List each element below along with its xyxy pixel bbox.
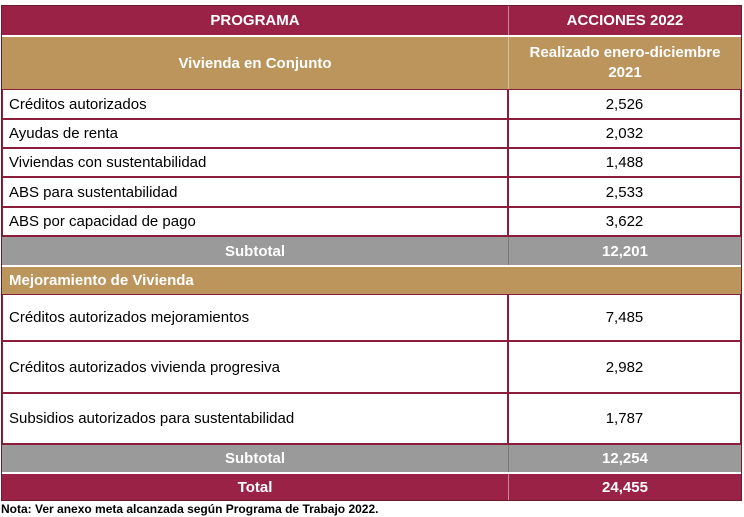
period-line-1: Realizado enero-diciembre — [529, 44, 721, 61]
section-title-row — [2, 35, 741, 89]
row-value: 2,032 — [508, 119, 741, 148]
subtotal-value: 12,254 — [508, 445, 741, 472]
header-programa: PROGRAMA — [210, 12, 300, 29]
subtotal-value: 12,201 — [508, 237, 741, 265]
section-title-vivienda-conjunto: Vivienda en Conjunto — [178, 54, 332, 72]
section-title-mejoramiento: Mejoramiento de Vivienda — [9, 272, 194, 289]
row-value: 2,982 — [508, 341, 741, 393]
row-value: 2,526 — [508, 89, 741, 119]
actions-table — [1, 5, 742, 501]
total-value: 24,455 — [508, 474, 741, 500]
row-label: Ayudas de renta — [2, 119, 508, 148]
total-row — [2, 472, 741, 500]
row-label: Créditos autorizados vivienda progresiva — [2, 341, 508, 393]
row-label: Créditos autorizados — [2, 89, 508, 119]
row-value: 1,787 — [508, 393, 741, 444]
table-row — [2, 341, 741, 393]
subtotal-row — [2, 444, 741, 472]
row-value: 2,533 — [508, 177, 741, 207]
section-title-row — [2, 265, 741, 294]
row-value: 7,485 — [508, 294, 741, 341]
row-label: Subsidios autorizados para sustentabilidad — [2, 393, 508, 444]
table-header-row — [2, 6, 741, 35]
table-row — [2, 177, 741, 207]
row-label: ABS por capacidad de pago — [2, 207, 508, 236]
table-row — [2, 393, 741, 444]
row-label: Viviendas con sustentabilidad — [2, 148, 508, 177]
header-acciones: ACCIONES 2022 — [508, 6, 741, 35]
table-row — [2, 294, 741, 341]
row-value: 3,622 — [508, 207, 741, 236]
period-line-2: 2021 — [608, 64, 642, 81]
row-label: ABS para sustentabilidad — [2, 177, 508, 207]
table-row — [2, 119, 741, 148]
subtotal-label: Subtotal — [225, 450, 285, 467]
footnote: Nota: Ver anexo meta alcanzada según Programa de Trabajo 2022. — [1, 502, 379, 516]
table-row — [2, 148, 741, 177]
total-label: Total — [237, 478, 273, 496]
table-row — [2, 89, 741, 119]
row-label: Créditos autorizados mejoramientos — [2, 294, 508, 341]
subtotal-label: Subtotal — [225, 242, 285, 260]
period-header — [508, 37, 741, 89]
table-row — [2, 207, 741, 236]
subtotal-row — [2, 236, 741, 265]
row-value: 1,488 — [508, 148, 741, 177]
